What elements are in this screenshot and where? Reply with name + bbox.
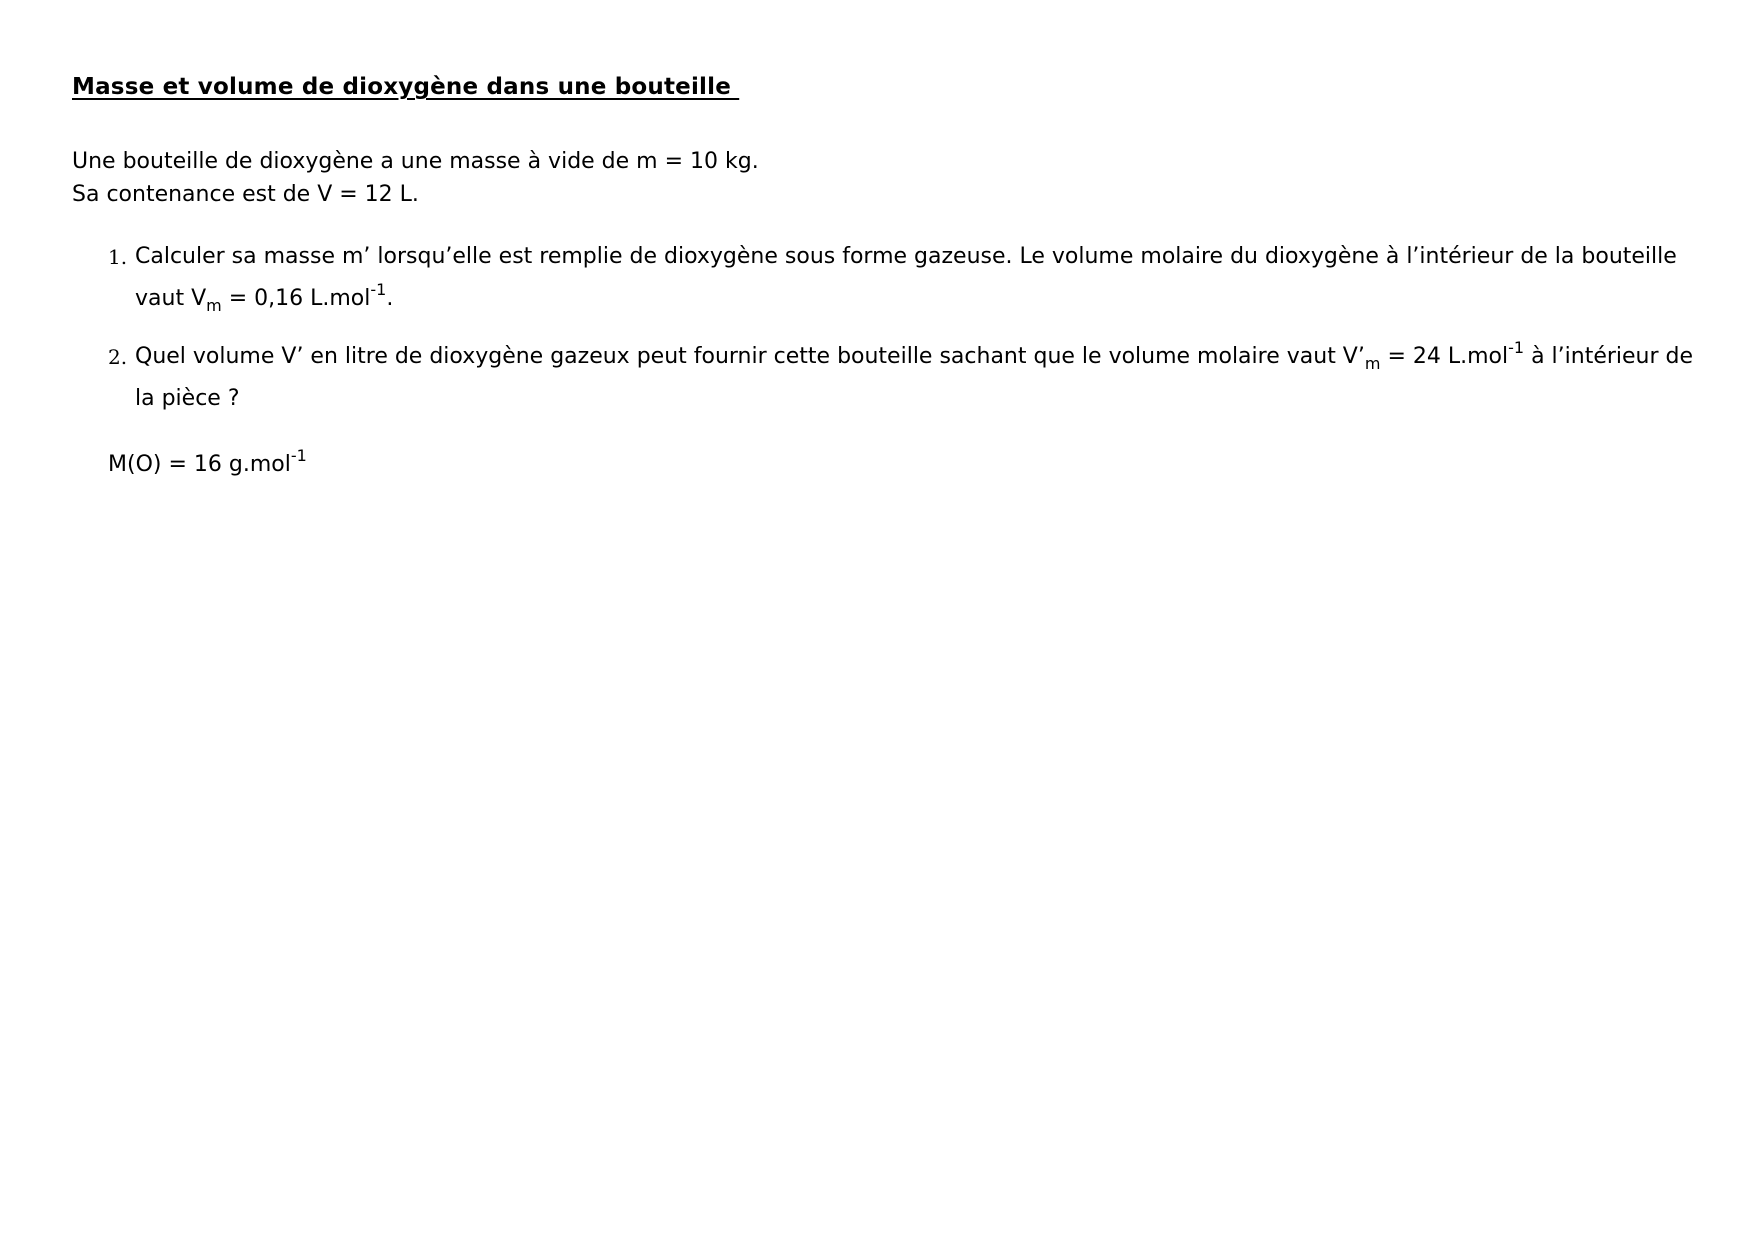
- question-2-number: 2.: [108, 345, 128, 369]
- question-2-subscript: m: [1364, 354, 1381, 373]
- question-1: [108, 236, 1698, 320]
- question-2-text-c: à l’intérieur de la pièce ?: [135, 344, 1694, 411]
- intro-line-volume: Sa contenance est de V = 12 L.: [72, 182, 419, 207]
- molar-mass-superscript: -1: [290, 446, 307, 465]
- intro-line-mass: Une bouteille de dioxygène a une masse à vide de m = 10 kg.: [72, 149, 759, 174]
- question-1-text-c: .: [386, 286, 394, 311]
- question-1-text: [135, 236, 1698, 320]
- question-1-superscript: -1: [370, 280, 387, 299]
- question-1-text-a: Calculer sa masse m’ lorsqu’elle est remplie de dioxygène sous forme gazeuse. Le volume molaire du dioxygène à l’intérieur de la bouteille vaut V: [135, 244, 1677, 311]
- question-1-text-b: = 0,16 L.mol: [221, 286, 371, 311]
- molar-mass-data: [108, 446, 307, 477]
- question-2-text: [135, 336, 1698, 420]
- intro-paragraph: [72, 145, 759, 211]
- question-2: [108, 336, 1698, 420]
- question-2-text-a: Quel volume V’ en litre de dioxygène gazeux peut fournir cette bouteille sachant que le volume molaire vaut V’: [135, 344, 1365, 369]
- question-2-superscript: -1: [1508, 338, 1525, 357]
- molar-mass-text: M(O) = 16 g.mol: [108, 452, 291, 477]
- page-title: Masse et volume de dioxygène dans une bouteille: [72, 74, 740, 100]
- question-2-text-b: = 24 L.mol: [1380, 344, 1509, 369]
- question-1-number: 1.: [108, 245, 128, 269]
- question-list: [108, 236, 1698, 420]
- question-1-subscript: m: [206, 296, 222, 315]
